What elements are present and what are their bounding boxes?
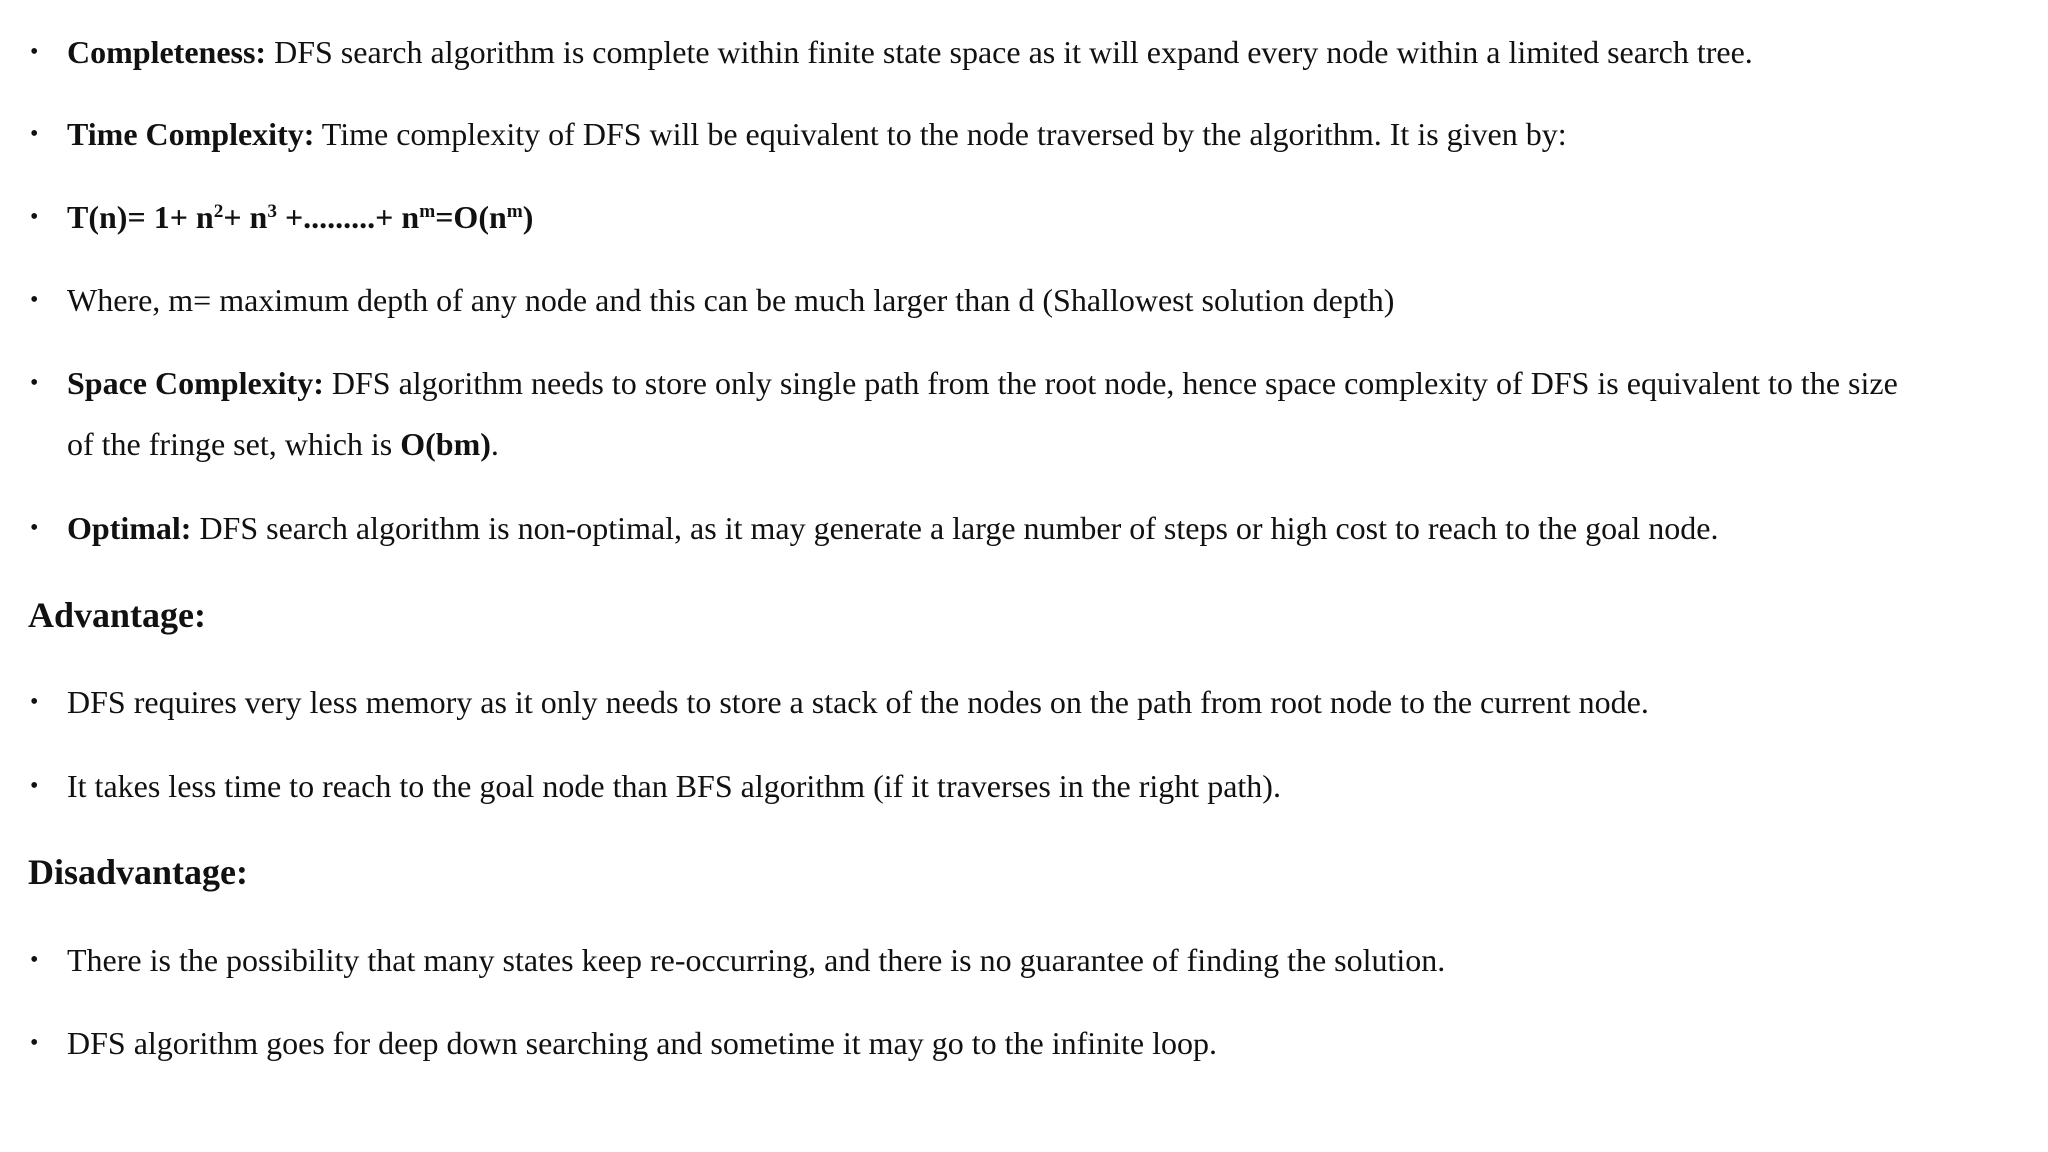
bullet-icon: • xyxy=(30,39,39,65)
term-label: Time Complexity: xyxy=(67,116,315,152)
bullet-icon: • xyxy=(30,947,39,973)
list-item-optimal xyxy=(67,509,2027,547)
term-label: Space Complexity: xyxy=(67,365,324,401)
bullet-icon: • xyxy=(30,515,39,541)
list-item-where xyxy=(67,281,2027,319)
list-item-space-complexity-continued: of the fringe set, which is O(bm). xyxy=(67,426,499,462)
bullet-icon: • xyxy=(30,773,39,799)
bullet-icon: • xyxy=(30,370,39,396)
list-item-time-complexity xyxy=(67,115,2027,153)
disadvantage-heading: Disadvantage: xyxy=(28,852,249,892)
list-item-advantage: DFS requires very less memory as it only needs to store a stack of the nodes on the path from root node to the current node. xyxy=(67,684,1649,720)
list-item-formula: $T(n)= 1+ n^2+ n^3$ +.........+ $n^m=O(n^m)$ xyxy=(67,199,534,235)
list-item-space-complexity xyxy=(67,364,2027,402)
term-label: Completeness: xyxy=(67,34,267,70)
term-description: Where, m= maximum depth of any node and this can be much larger than d (Shallowest solution depth) xyxy=(67,282,1395,318)
term-description: Time complexity of DFS will be equivalent to the node traversed by the algorithm. It is given by: xyxy=(314,116,1567,152)
list-item-completeness xyxy=(67,33,2027,71)
list-item-disadvantage: DFS algorithm goes for deep down searching and sometime it may go to the infinite loop. xyxy=(67,1025,1218,1061)
bullet-icon: • xyxy=(30,689,39,715)
advantage-heading: Advantage: xyxy=(28,595,206,635)
term-label: Optimal: xyxy=(67,510,192,546)
term-description: DFS search algorithm is complete within finite state space as it will expand every node within a limited search tree. xyxy=(266,34,1753,70)
term-description: DFS search algorithm is non-optimal, as it may generate a large number of steps or high cost to reach to the goal node. xyxy=(191,510,1719,546)
bullet-icon: • xyxy=(30,204,39,230)
list-item-advantage: It takes less time to reach to the goal node than BFS algorithm (if it traverses in the right path). xyxy=(67,768,1281,804)
bullet-icon: • xyxy=(30,121,39,147)
term-description: DFS algorithm needs to store only single path from the root node, hence space complexity of DFS is equivalent to the size xyxy=(323,365,1898,401)
list-item-disadvantage: There is the possibility that many states keep re-occurring, and there is no guarantee of finding the solution. xyxy=(67,942,1446,978)
bullet-icon: • xyxy=(30,287,39,313)
bullet-icon: • xyxy=(30,1030,39,1056)
